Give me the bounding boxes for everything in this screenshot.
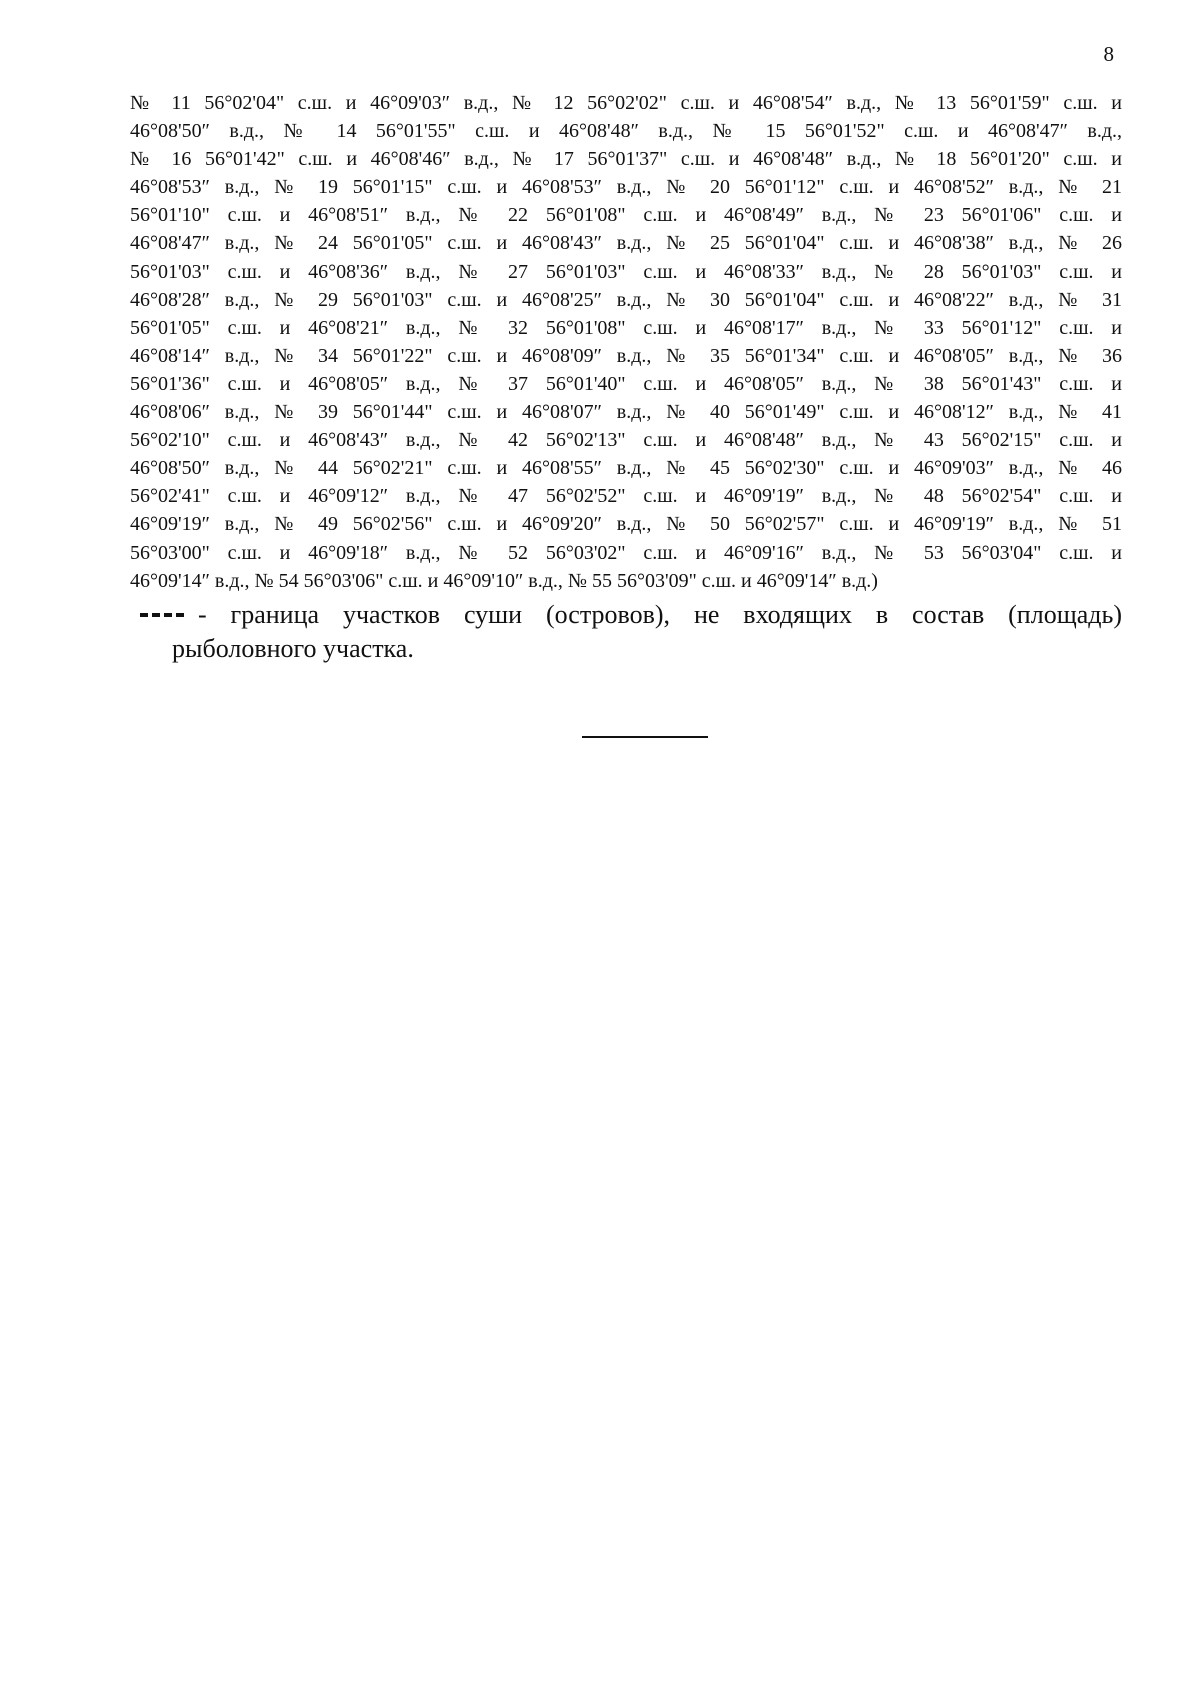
- coordinates-line: 56°01'05" с.ш. и 46°08'21″ в.д., № 32 56°01'08" с.ш. и 46°08'17″ в.д., № 33 56°01'12" с.ш. и: [130, 316, 1122, 339]
- legend: [140, 598, 1122, 666]
- coordinates-line: 46°08'47″ в.д., № 24 56°01'05" с.ш. и 46°08'43″ в.д., № 25 56°01'04" с.ш. и 46°08'38″ в.д., № 26: [130, 232, 1122, 255]
- dashed-line-icon: [140, 613, 184, 617]
- coordinates-line: № 16 56°01'42" с.ш. и 46°08'46″ в.д., № 17 56°01'37" с.ш. и 46°08'48″ в.д., № 18 56°01'20" с.ш. и: [130, 148, 1122, 171]
- legend-line: [140, 598, 1122, 632]
- coordinates-line: 56°01'36" с.ш. и 46°08'05″ в.д., № 37 56°01'40" с.ш. и 46°08'05″ в.д., № 38 56°01'43" с.ш. и: [130, 372, 1122, 395]
- coordinates-line: 46°09'19″ в.д., № 49 56°02'56" с.ш. и 46°09'20″ в.д., № 50 56°02'57" с.ш. и 46°09'19″ в.д., № 51: [130, 513, 1122, 536]
- coordinates-line: 46°08'14″ в.д., № 34 56°01'22" с.ш. и 46°08'09″ в.д., № 35 56°01'34" с.ш. и 46°08'05″ в.д., № 36: [130, 344, 1122, 367]
- coordinates-line: 56°02'10" с.ш. и 46°08'43″ в.д., № 42 56°02'13" с.ш. и 46°08'48″ в.д., № 43 56°02'15" с.ш. и: [130, 429, 1122, 452]
- coordinates-line: 56°03'00" с.ш. и 46°09'18″ в.д., № 52 56°03'02" с.ш. и 46°09'16″ в.д., № 53 56°03'04" с.ш. и: [130, 541, 1122, 564]
- separator-line: [582, 736, 708, 738]
- coordinates-line: 46°08'06″ в.д., № 39 56°01'44" с.ш. и 46°08'07″ в.д., № 40 56°01'49" с.ш. и 46°08'12″ в.д., № 41: [130, 401, 1122, 424]
- coordinates-line: 46°09'14″ в.д., № 54 56°03'06" с.ш. и 46°09'10″ в.д., № 55 56°03'09" с.ш. и 46°09'14″ в.д.): [130, 569, 878, 592]
- coordinates-line: № 11 56°02'04" с.ш. и 46°09'03″ в.д., № 12 56°02'02" с.ш. и 46°08'54″ в.д., № 13 56°01'59" с.ш. и: [130, 92, 1122, 114]
- page-number: 8: [1103, 42, 1114, 66]
- coordinates-line: 56°01'03" с.ш. и 46°08'36″ в.д., № 27 56°01'03" с.ш. и 46°08'33″ в.д., № 28 56°01'03" с.ш. и: [130, 260, 1122, 283]
- coordinates-line: 56°02'41" с.ш. и 46°09'12″ в.д., № 47 56°02'52" с.ш. и 46°09'19″ в.д., № 48 56°02'54" с.ш. и: [130, 485, 1122, 508]
- coordinates-line: 46°08'50″ в.д., № 44 56°02'21" с.ш. и 46°08'55″ в.д., № 45 56°02'30" с.ш. и 46°09'03″ в.д., № 46: [130, 457, 1122, 480]
- coordinates-paragraph: [130, 89, 1122, 595]
- coordinates-line: 46°08'28″ в.д., № 29 56°01'03" с.ш. и 46°08'25″ в.д., № 30 56°01'04" с.ш. и 46°08'22″ в.д., № 31: [130, 288, 1122, 311]
- coordinates-line: 46°08'53″ в.д., № 19 56°01'15" с.ш. и 46°08'53″ в.д., № 20 56°01'12" с.ш. и 46°08'52″ в.д., № 21: [130, 176, 1122, 199]
- coordinates-line: 56°01'10" с.ш. и 46°08'51″ в.д., № 22 56°01'08" с.ш. и 46°08'49″ в.д., № 23 56°01'06" с.ш. и: [130, 204, 1122, 227]
- legend-text-continued: рыболовного участка.: [172, 634, 414, 663]
- legend-text: - граница участков суши (островов), не входящих в состав (площадь): [198, 600, 1122, 629]
- coordinates-line: 46°08'50″ в.д., № 14 56°01'55" с.ш. и 46°08'48″ в.д., № 15 56°01'52" с.ш. и 46°08'47″ в.д.,: [130, 120, 1122, 143]
